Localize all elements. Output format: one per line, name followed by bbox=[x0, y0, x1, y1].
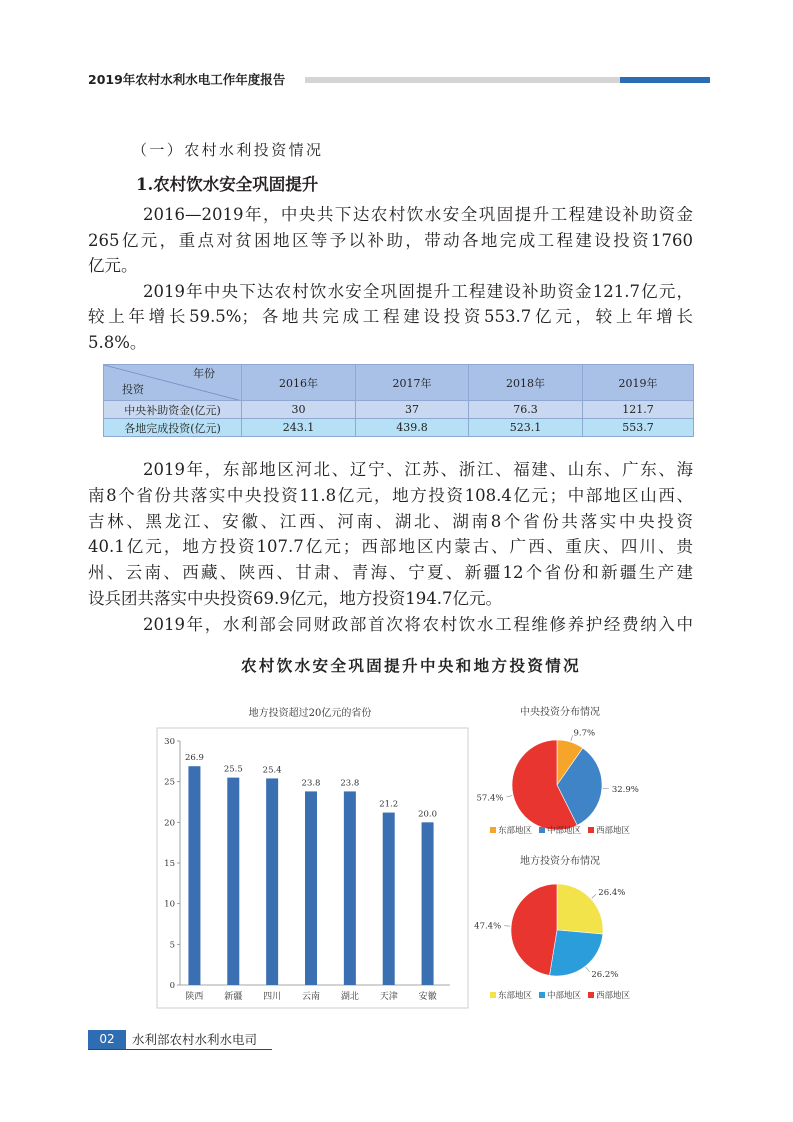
bar-5 bbox=[344, 791, 356, 985]
bar-value-label: 21.2 bbox=[379, 799, 399, 810]
pie-value-label: 9.7% bbox=[573, 728, 596, 739]
pie-slice-3 bbox=[511, 884, 557, 975]
pie-slice-2 bbox=[550, 930, 603, 976]
y-tick-label: 30 bbox=[164, 737, 175, 747]
table-corner-cell bbox=[104, 365, 242, 401]
footer-rule bbox=[88, 1049, 272, 1050]
pie-chart-title: 中央投资分布情况 bbox=[520, 707, 600, 718]
pie-charts bbox=[470, 700, 655, 1010]
table-header-row bbox=[104, 365, 694, 401]
legend-swatch bbox=[588, 827, 594, 833]
bar-chart-title: 地方投资超过20亿元的省份 bbox=[248, 708, 372, 719]
legend-label: 中部地区 bbox=[547, 991, 582, 1001]
investment-table bbox=[103, 364, 694, 437]
paragraph-line: 南8个省份共落实中央投资11.8亿元，地方投资108.4亿元；中部地区山西、 bbox=[88, 485, 693, 505]
paragraph-line: 较上年增长59.5%；各地共完成工程建设投资553.7亿元，较上年增长 bbox=[88, 307, 693, 326]
body-text-top bbox=[88, 202, 693, 355]
corner-investment-label: 投资 bbox=[122, 383, 144, 396]
table-header-year: 2018年 bbox=[469, 365, 583, 401]
x-category-label: 新疆 bbox=[224, 992, 243, 1002]
table-cell: 76.3 bbox=[469, 401, 583, 419]
legend-label: 中部地区 bbox=[547, 826, 582, 836]
pie-value-label: 26.4% bbox=[598, 888, 626, 899]
pie-chart-title: 地方投资分布情况 bbox=[520, 856, 600, 867]
table-cell: 121.7 bbox=[583, 401, 694, 419]
table-cell: 243.1 bbox=[242, 419, 356, 437]
paragraph-line: 吉林、黑龙江、安徽、江西、河南、湖北、湖南8个省份共落实中央投资 bbox=[88, 511, 693, 531]
bar-1 bbox=[188, 766, 200, 985]
bar-3 bbox=[266, 778, 278, 985]
table-row bbox=[104, 401, 694, 419]
y-tick-label: 20 bbox=[164, 818, 175, 829]
table-cell: 439.8 bbox=[356, 419, 469, 437]
table-header-year: 2017年 bbox=[356, 365, 469, 401]
report-title: 2019年农村水利水电工作年度报告 bbox=[88, 72, 286, 87]
pie-value-label: 57.4% bbox=[476, 793, 504, 804]
table-row-label: 各地完成投资(亿元) bbox=[104, 419, 242, 437]
bar-4 bbox=[305, 791, 317, 985]
bar-2 bbox=[227, 778, 239, 985]
x-category-label: 陕西 bbox=[185, 992, 204, 1002]
paragraph-line: 亿元。 bbox=[88, 256, 138, 275]
x-category-label: 安徽 bbox=[418, 992, 437, 1002]
bar-value-label: 20.0 bbox=[418, 809, 438, 820]
legend-swatch bbox=[588, 992, 594, 998]
paragraph-line: 2019年，东部地区河北、辽宁、江苏、浙江、福建、山东、广东、海 bbox=[143, 460, 693, 479]
bar-7 bbox=[422, 822, 434, 985]
table-cell: 30 bbox=[242, 401, 356, 419]
pie-leader-line bbox=[592, 894, 596, 898]
pie-value-label: 47.4% bbox=[474, 921, 502, 932]
pie-leader-line bbox=[586, 967, 590, 972]
legend-swatch bbox=[490, 827, 496, 833]
legend-label: 东部地区 bbox=[498, 991, 533, 1001]
y-tick-label: 10 bbox=[164, 899, 175, 910]
paragraph-line: 40.1亿元，地方投资107.7亿元；西部地区内蒙古、广西、重庆、四川、贵 bbox=[88, 537, 693, 557]
figure-title: 农村饮水安全巩固提升中央和地方投资情况 bbox=[240, 657, 582, 675]
pie-leader-line bbox=[506, 796, 512, 797]
paragraph-line: 2019年中央下达农村饮水安全巩固提升工程建设补助资金121.7亿元， bbox=[143, 281, 693, 301]
bar-chart bbox=[150, 700, 475, 1015]
footer-organization: 水利部农村水利水电司 bbox=[132, 1032, 258, 1047]
pie-value-label: 26.2% bbox=[591, 970, 619, 981]
pie-leader-line bbox=[571, 735, 573, 741]
legend-swatch bbox=[490, 992, 496, 998]
legend-swatch bbox=[539, 992, 545, 998]
x-category-label: 云南 bbox=[301, 992, 321, 1002]
pie-value-label: 32.9% bbox=[611, 784, 639, 795]
table-cell: 523.1 bbox=[469, 419, 583, 437]
table-cell: 553.7 bbox=[583, 419, 694, 437]
x-category-label: 湖北 bbox=[340, 992, 359, 1002]
paragraph-line: 2016—2019年，中央共下达农村饮水安全巩固提升工程建设补助资金 bbox=[143, 205, 693, 224]
paragraph-line: 州、云南、西藏、陕西、甘肃、青海、宁夏、新疆12个省份和新疆生产建 bbox=[88, 563, 693, 583]
bar-value-label: 25.4 bbox=[262, 765, 282, 776]
header-blue-rule bbox=[620, 77, 710, 83]
corner-year-label: 年份 bbox=[193, 367, 215, 380]
subsection-heading: 1.农村饮水安全巩固提升 bbox=[136, 175, 319, 194]
table-cell: 37 bbox=[356, 401, 469, 419]
body-text-bottom bbox=[88, 457, 693, 638]
table-header-year: 2019年 bbox=[583, 365, 694, 401]
legend-swatch bbox=[539, 827, 545, 833]
section-heading: （一）农村水利投资情况 bbox=[132, 141, 324, 159]
table-header-year: 2016年 bbox=[242, 365, 356, 401]
legend-label: 西部地区 bbox=[596, 826, 631, 836]
y-tick-label: 25 bbox=[164, 777, 175, 788]
bar-6 bbox=[383, 813, 395, 985]
paragraph-line: 5.8%。 bbox=[88, 332, 147, 352]
y-tick-label: 15 bbox=[164, 859, 175, 869]
bar-value-label: 26.9 bbox=[184, 753, 204, 764]
table-row bbox=[104, 419, 694, 437]
legend-label: 东部地区 bbox=[498, 826, 533, 836]
page-number: 02 bbox=[88, 1030, 126, 1049]
bar-value-label: 25.5 bbox=[223, 764, 243, 775]
paragraph-line: 2019年，水利部会同财政部首次将农村饮水工程维修养护经费纳入中 bbox=[143, 614, 693, 634]
header-gray-rule bbox=[305, 77, 620, 83]
paragraph-line: 设兵团共落实中央投资69.9亿元，地方投资194.7亿元。 bbox=[88, 588, 502, 608]
pie-slice-1 bbox=[557, 884, 603, 934]
table-row-label: 中央补助资金(亿元) bbox=[104, 401, 242, 419]
x-category-label: 四川 bbox=[263, 992, 282, 1002]
y-tick-label: 5 bbox=[169, 940, 175, 951]
paragraph-line: 265亿元，重点对贫困地区等予以补助，带动各地完成工程建设投资1760 bbox=[88, 230, 693, 250]
bar-value-label: 23.8 bbox=[301, 778, 321, 789]
y-tick-label: 0 bbox=[169, 981, 175, 991]
bar-value-label: 23.8 bbox=[340, 778, 360, 789]
legend-label: 西部地区 bbox=[596, 991, 631, 1001]
x-category-label: 天津 bbox=[379, 992, 398, 1002]
